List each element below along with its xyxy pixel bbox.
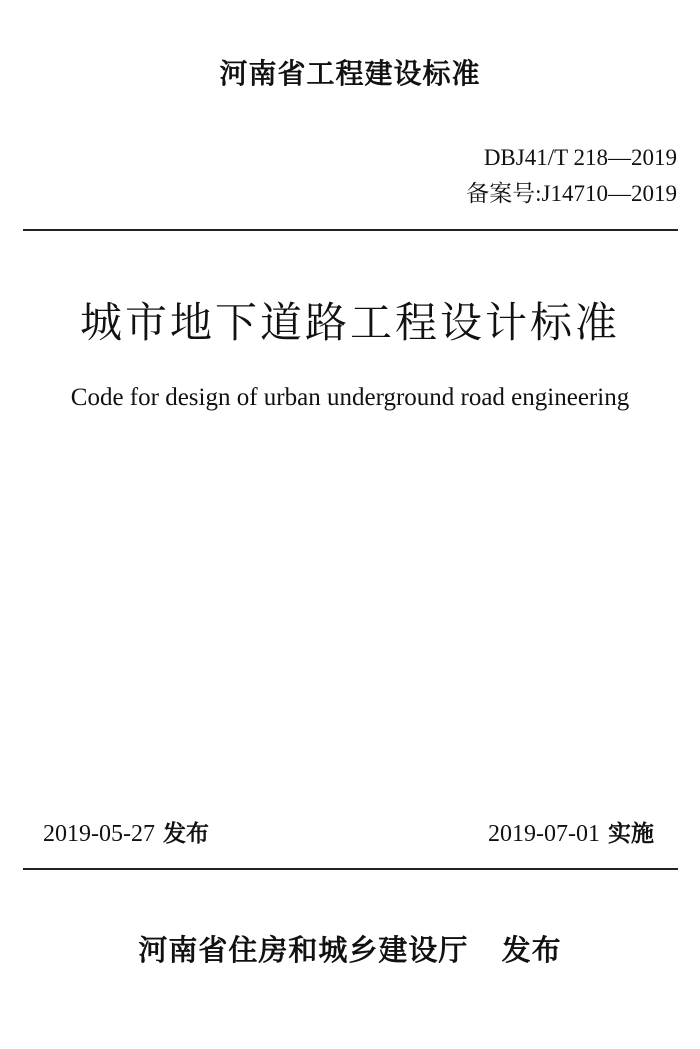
record-number: 备案号:J14710—2019 [466, 181, 677, 206]
top-divider [23, 229, 678, 231]
document-title-english: Code for design of urban underground road engineering [70, 384, 630, 411]
standard-type-heading: 河南省工程建设标准 [219, 57, 481, 90]
issue-date-row [43, 815, 209, 848]
publisher-line: 河南省住房和城乡建设厅 发布 [138, 933, 562, 967]
issue-date: 2019-05-27 [43, 821, 155, 847]
standard-code: DBJ41/T 218—2019 [483, 145, 677, 170]
standard-code-block [466, 140, 677, 212]
issue-label: 发布 [162, 821, 209, 847]
bottom-divider [23, 868, 678, 870]
document-title-chinese: 城市地下道路工程设计标准 [79, 301, 620, 347]
effective-date-row [488, 815, 654, 848]
effective-date: 2019-07-01 [488, 821, 600, 847]
effective-label: 实施 [608, 821, 654, 847]
